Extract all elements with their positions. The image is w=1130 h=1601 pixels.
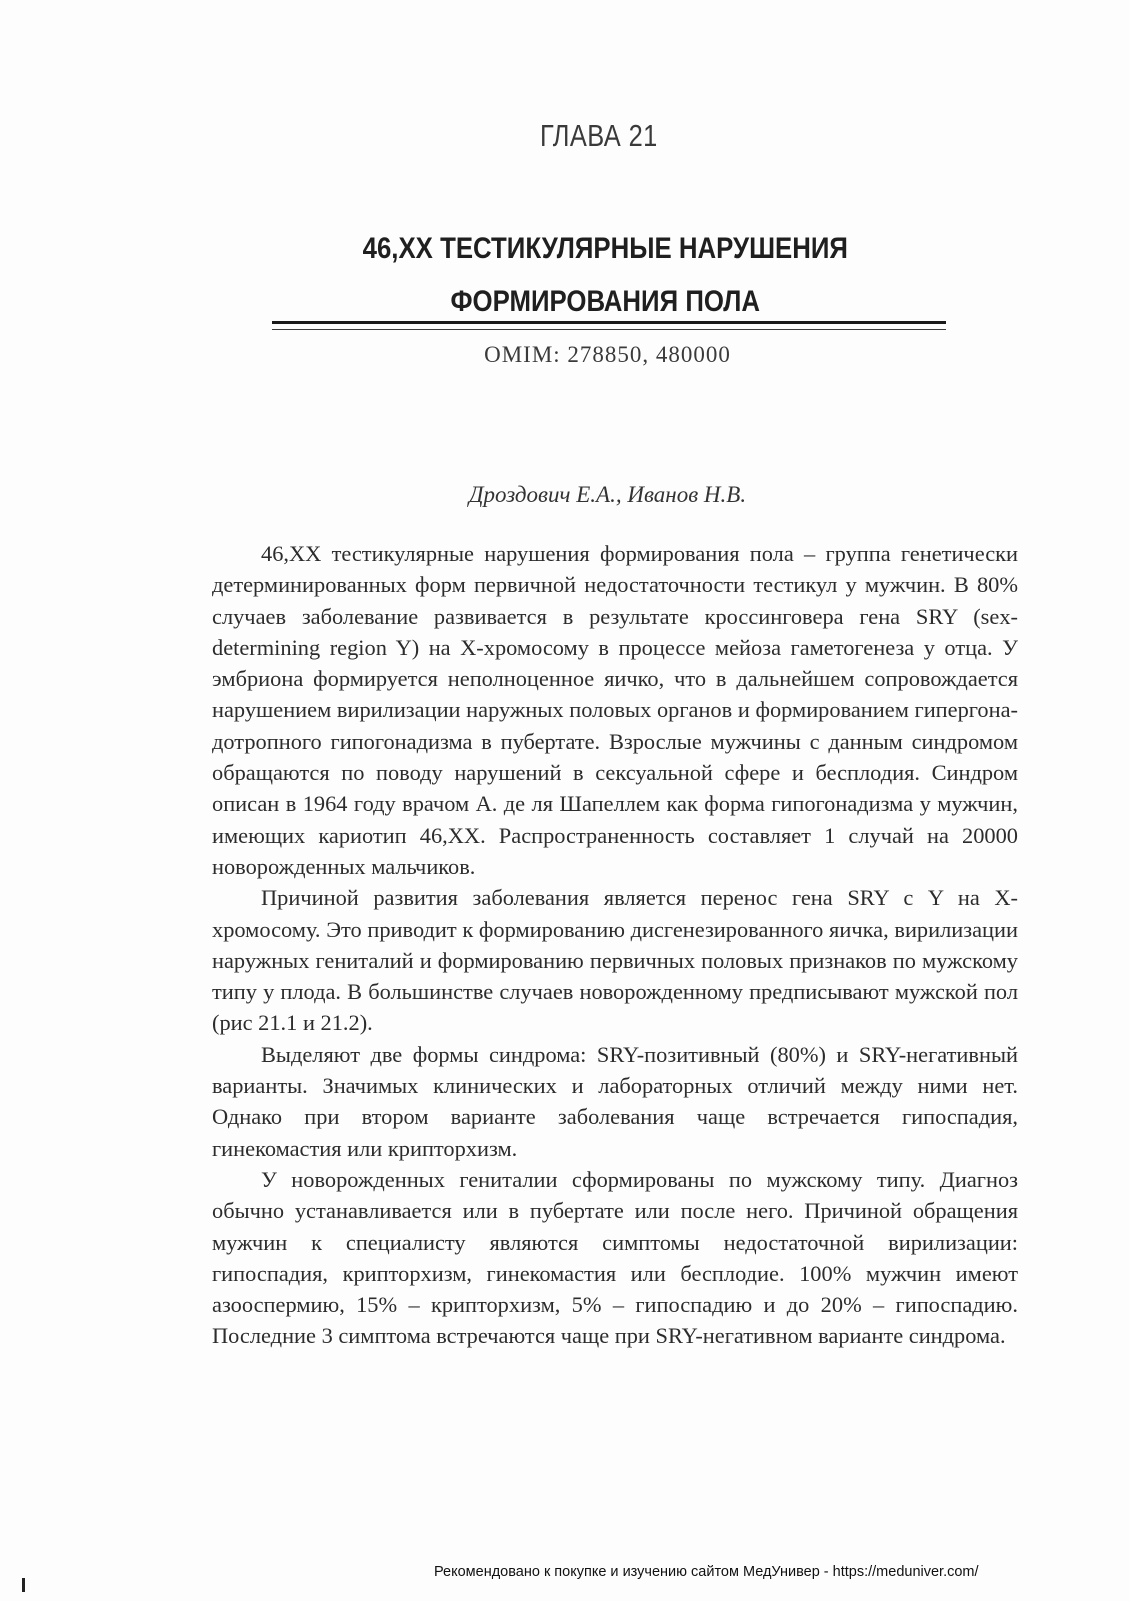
chapter-label: ГЛАВА 21 (540, 118, 658, 153)
paragraph: 46,XX тестикулярные нарушения формирования пола – группа генетически детерминированных форм первичной недостаточности тестикул у мужчин. В 80% случаев заболевание развивается в результате кроссинговера гена SRY (sex-determining region Y) на X-хромосому в процессе мейоза гаметогенеза у отца. У эмбриона формируется неполноценное яичко, что в дальнейшем сопровождается нарушением вирилизации наружных половых органов и формированием гипергонадотропного гипогонадизма в пубертате. Взрослые мужчины с данным синдромом обращаются по поводу нарушений в сексуальной сфере и бесплодия. Синдром описан в 1964 году врачом А. де ля Шапеллем как форма гипогонадизма у мужчин, имеющих кариотип 46,XX. Распространенность составляет 1 случай на 20000 новорожденных мальчиков. (212, 541, 1018, 879)
chapter-authors: Дроздович Е.А., Иванов Н.В. (468, 482, 747, 507)
footer-note: Рекомендовано к покупке и изучению сайтом МедУнивер - https://meduniver.com/ (434, 1564, 979, 1580)
omim-reference: OMIM: 278850, 480000 (484, 342, 731, 367)
chapter-body (212, 538, 1018, 1352)
chapter-title-line-2: ФОРМИРОВАНИЯ ПОЛА (450, 285, 761, 318)
title-divider-thick (272, 321, 946, 324)
chapter-title (85, 222, 1126, 328)
title-divider-thin (272, 329, 946, 330)
paragraph: Выделяют две формы синдрома: SRY-позитивный (80%) и SRY-негативный варианты. Значимых клинических и лабораторных отличий между ними нет. Однако при втором варианте заболевания чаще встречается гипоспадия, гинекомастия или крипторхизм. (212, 1041, 1018, 1161)
chapter-title-line-1: 46,XX ТЕСТИКУЛЯРНЫЕ НАРУШЕНИЯ (362, 232, 848, 265)
paragraph: У новорожденных гениталии сформированы по мужскому типу. Диагноз обычно устанавливается или в пубертате или после него. Причиной обращения мужчин к специалисту являются симптомы недостаточной вирилизации: гипоспадия, крипторхизм, гинекомастия или бесплодие. 100% мужчин имеют азооспермию, 15% – крипторхизм, 5% – гипоспадию и до 20% – гипоспадию. Последние 3 симптома встречаются чаще при SRY-негативном варианте синдрома. (212, 1166, 1018, 1349)
paragraph: Причиной развития заболевания является перенос гена SRY с Y на X-хромосому. Это приводит к формированию дисгенезированного яичка, вирилизации наружных гениталий и формированию первичных половых признаков по мужскому типу у плода. В большинстве случаев новорожденному предписывают мужской пол (рис 21.1 и 21.2). (212, 885, 1018, 1036)
scan-edge-mark (22, 1578, 25, 1592)
